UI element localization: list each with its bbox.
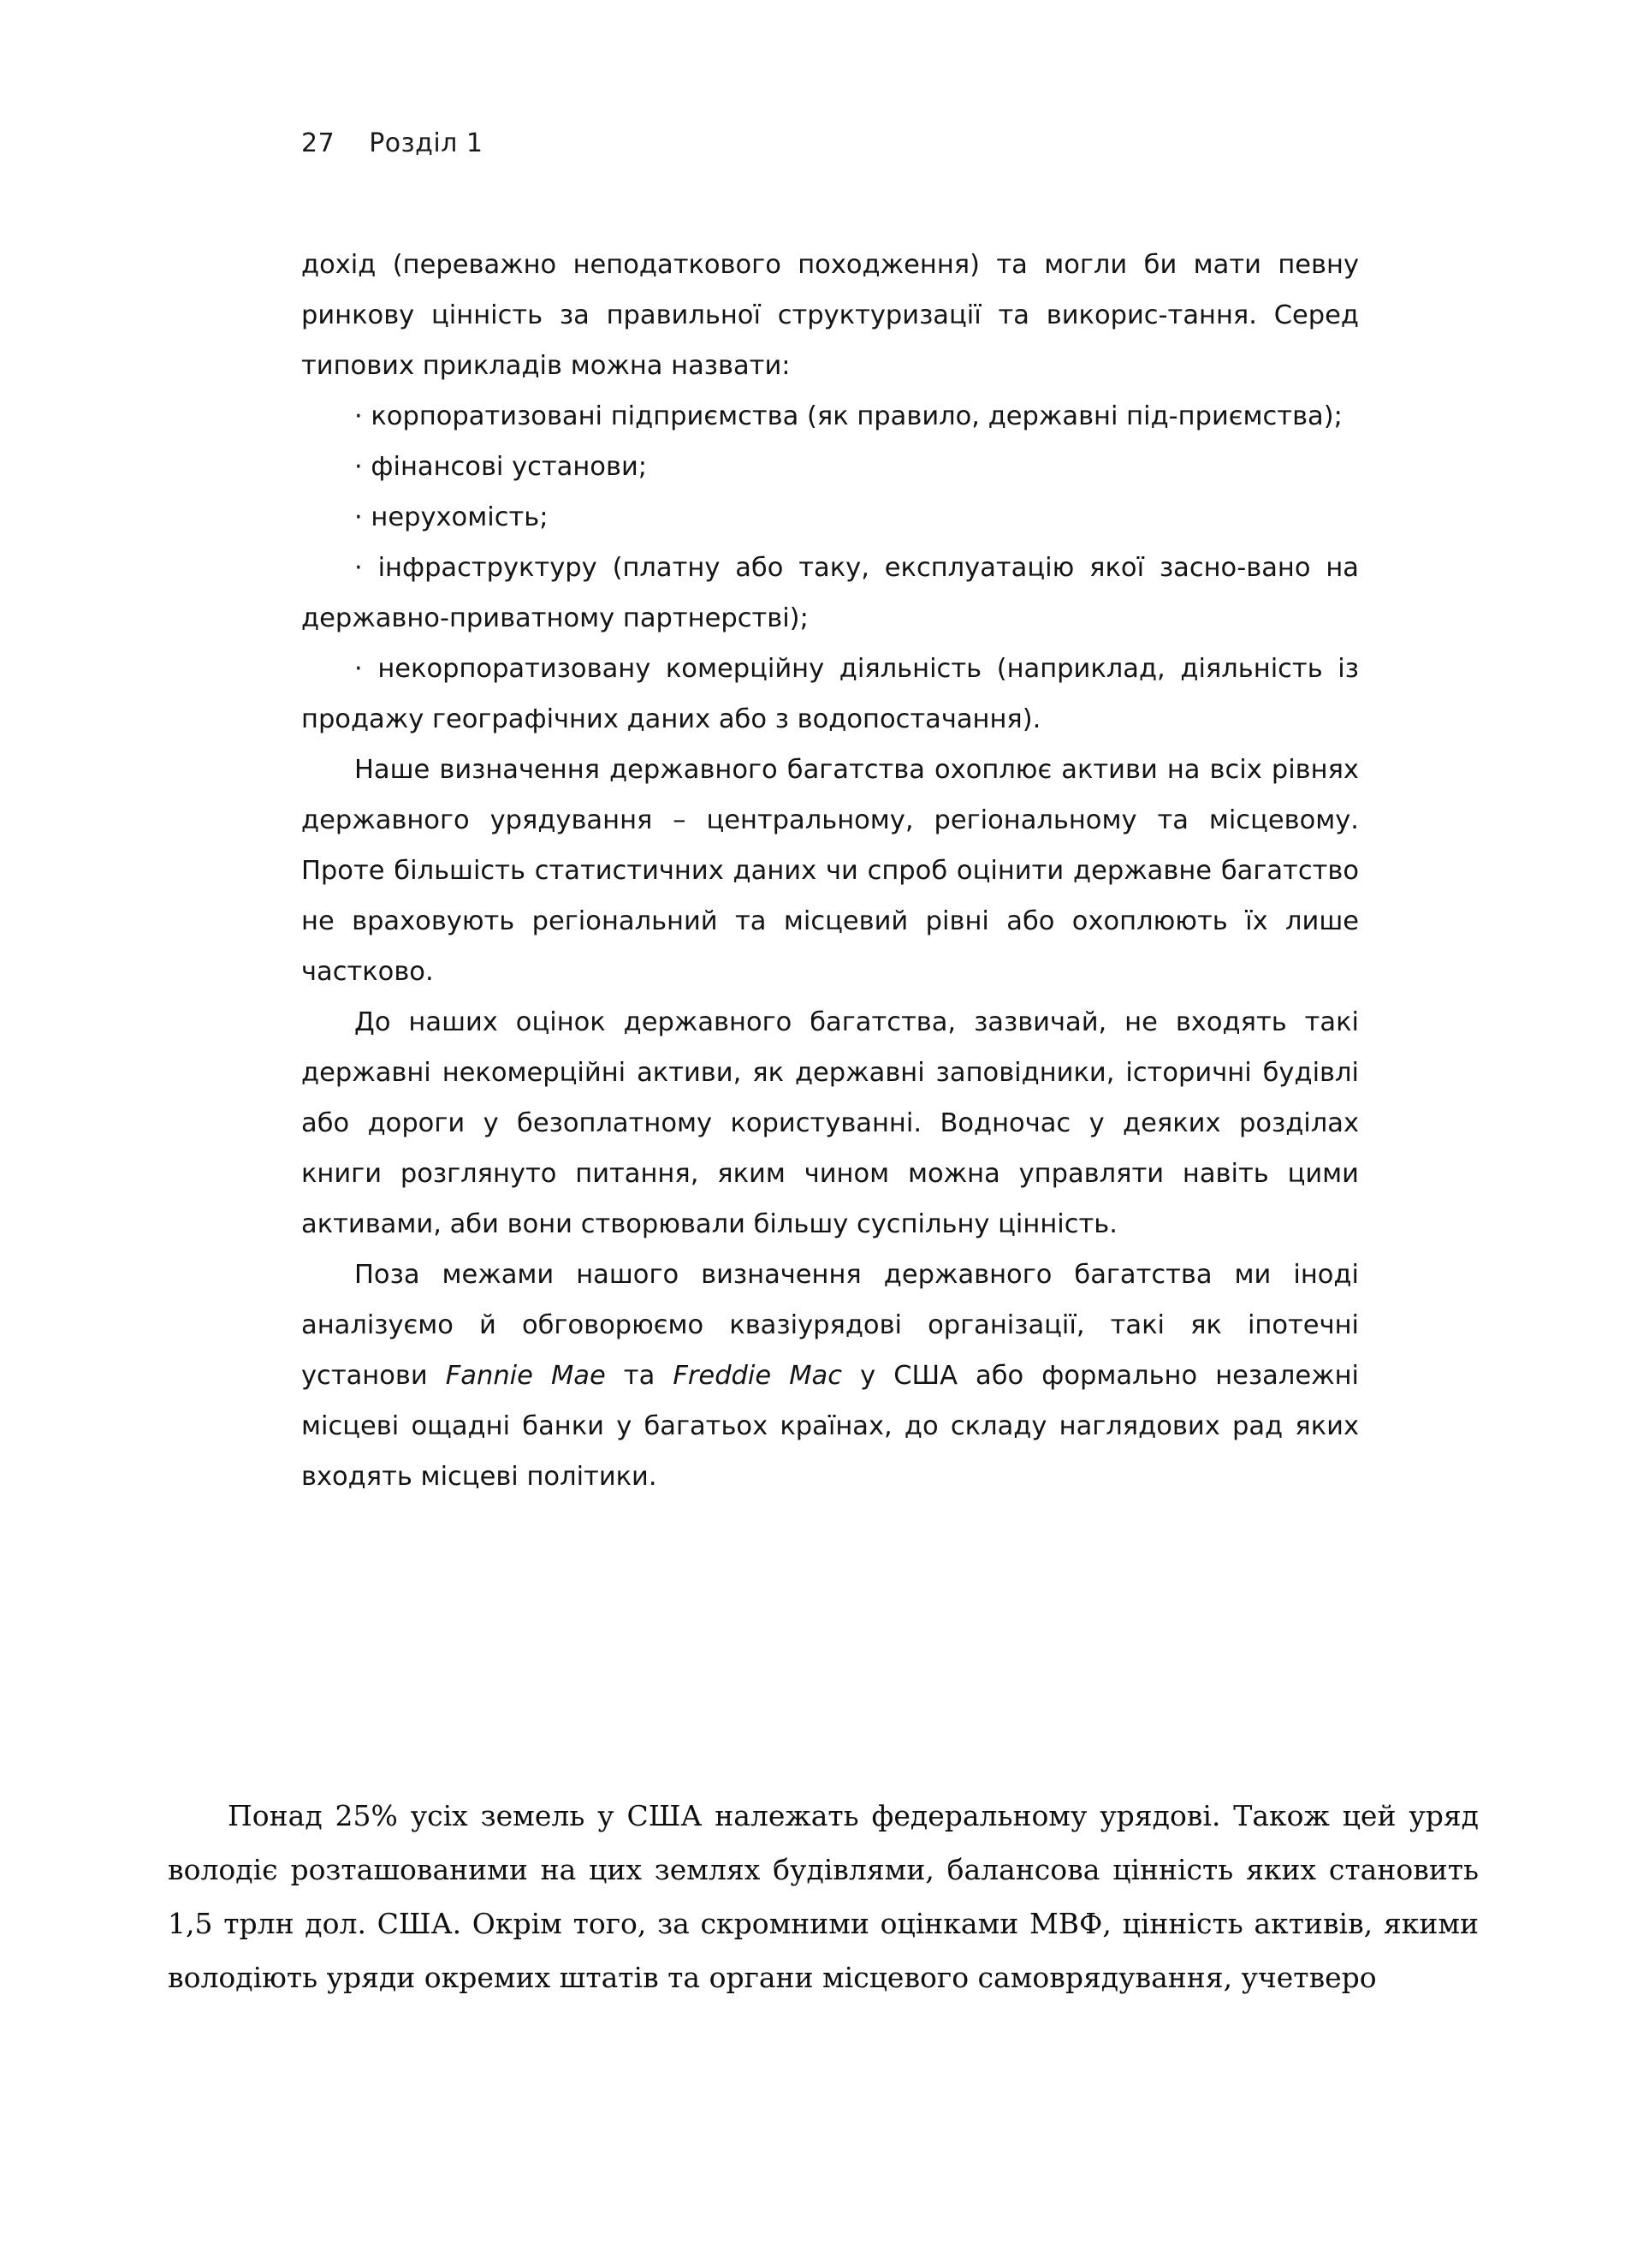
entity-name-fannie-mae: Fannie Mae <box>445 1361 606 1391</box>
bullet-item-4: · інфраструктуру (платну або таку, експлуатацію якої засно-вано на державно-приватному партнерстві); <box>301 553 1359 633</box>
quasi-gov-text-after-second-italic: у США або формально незалежні місцеві ощадні банки у багатьох країнах, до складу наглядових рад яких входять місцеві політики. <box>301 1361 1359 1492</box>
chapter-label: Розділ 1 <box>369 128 483 158</box>
paragraph-quasi-government <box>301 1250 1359 1502</box>
page-number: 27 <box>301 128 335 158</box>
sidebar-note-block <box>168 1789 1479 2004</box>
entity-name-freddie-mac: Freddie Mac <box>673 1361 842 1391</box>
sidebar-note-paragraph: Понад 25% усіх земель у США належать федеральному урядові. Також цей уряд володіє розташованими на цих землях будівлями, балансова цінність яких становить 1,5 трлн дол. США. Окрім того, за скромними оцінками МВФ, цінність активів, якими володіють уряди окремих штатів та органи місцевого самоврядування, учетверо <box>168 1799 1479 1994</box>
paragraph-definition-scope: Наше визначення державного багатства охоплює активи на всіх рівнях державного урядування – центральному, регіональному та місцевому. Проте більшість статистичних даних чи спроб оцінити державне багатство не враховують регіональний та місцевий рівні або охоплюють їх лише частково. <box>301 755 1359 987</box>
bullet-item-3: · нерухомість; <box>354 502 549 532</box>
quasi-gov-text-before-first-italic: Поза межами нашого визначення державного багатства ми іноді аналізуємо й обговорюємо квазіурядові організації, такі як іпотечні установи <box>301 1260 1359 1391</box>
bullet-item-2: · фінансові установи; <box>354 452 648 482</box>
paragraph-exclusions: До наших оцінок державного багатства, зазвичай, не входять такі державні некомерційні активи, як державні заповідники, історичні будівлі або дороги у безоплатному користуванні. Водночас у деяких розділах книги розглянуто питання, яким чином можна управляти навіть цими активами, аби вони створювали більшу суспільну цінність. <box>301 1007 1359 1239</box>
bullet-item-5: · некорпоратизовану комерційну діяльність (наприклад, діяльність із продажу географічних даних або з водопостачання). <box>301 654 1359 734</box>
bullet-item-1: · корпоратизовані підприємства (як правило, державні під-приємства); <box>354 401 1343 431</box>
running-head <box>301 128 483 158</box>
main-text-block <box>301 240 1359 1502</box>
quasi-gov-text-between-italics: та <box>605 1361 673 1391</box>
paragraph-intro: дохід (переважно неподаткового походження) та могли би мати певну ринкову цінність за правильної структуризації та викорис-тання. Серед типових прикладів можна назвати: <box>301 250 1359 381</box>
